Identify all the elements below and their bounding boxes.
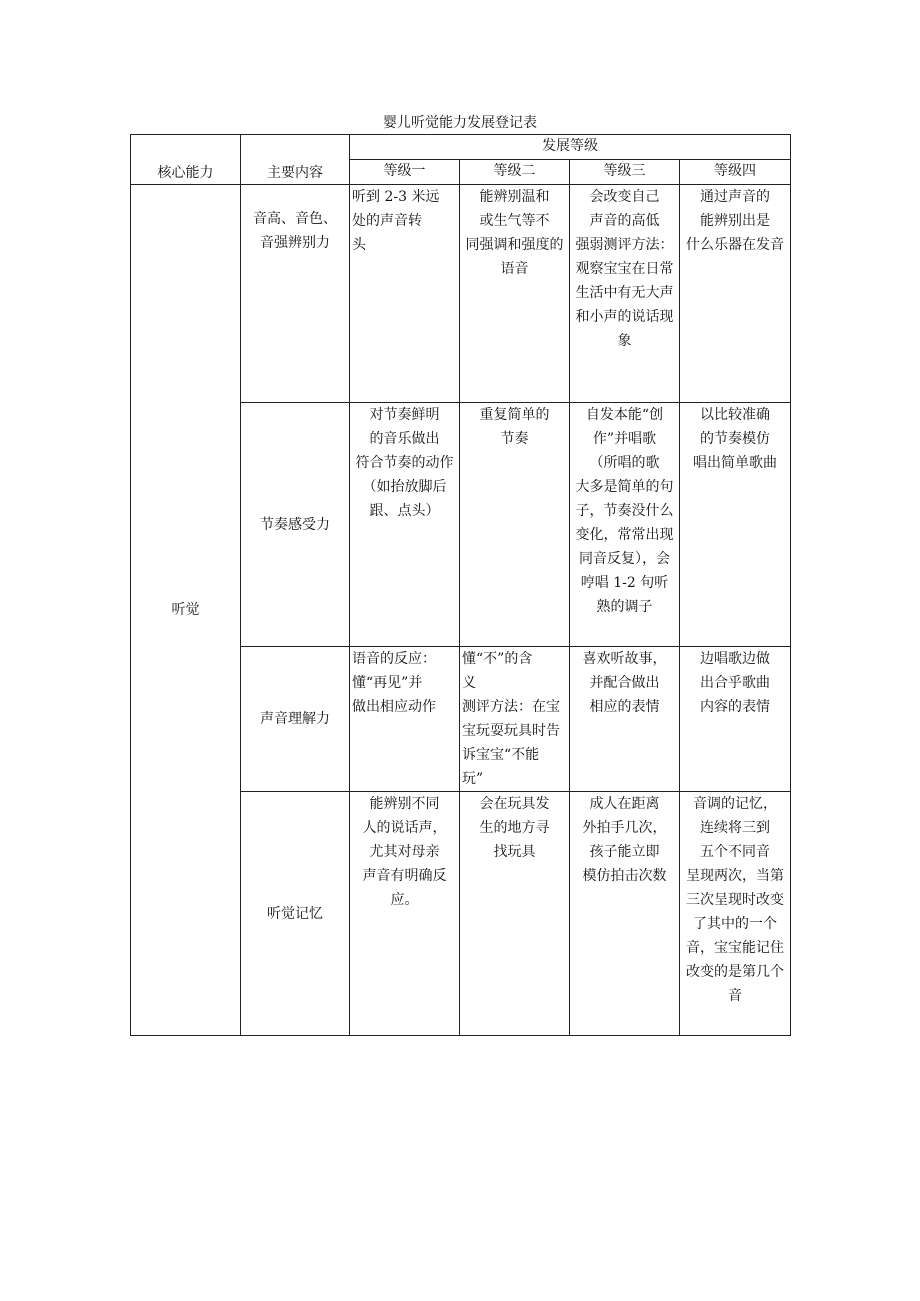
level-cell: 语音的反应： 懂“再见”并 做出相应动作: [350, 647, 460, 792]
content-cell-understanding: 声音理解力: [241, 647, 350, 792]
level-cell: 会改变自己 声音的高低 强弱测评方法： 观察宝宝在日常 生活中有无大声 和小声的说话现 象: [570, 185, 680, 403]
header-level-4: 等级四: [680, 160, 791, 185]
level-cell: 听到 2-3 米远 处的声音转 头: [350, 185, 460, 403]
header-level-1: 等级一: [350, 160, 460, 185]
level-cell: 以比较准确 的节奏模仿 唱出简单歌曲: [680, 403, 791, 647]
header-development-level: 发展等级: [350, 135, 791, 160]
level-cell: 会在玩具发 生的地方寻 找玩具: [460, 792, 570, 1036]
content-cell-pitch: 音高、音色、 音强辨别力: [241, 185, 350, 403]
level-cell: 喜欢听故事， 并配合做出 相应的表情: [570, 647, 680, 792]
header-main-content: 主要内容: [241, 135, 350, 185]
content-cell-memory: 听觉记忆: [241, 792, 350, 1036]
level-cell: 通过声音的 能辨别出是 什么乐器在发音: [680, 185, 791, 403]
level-cell: 自发本能“创 作”并唱歌 （所唱的歌 大多是简单的句 子，节奏没什么 变化，常常出现 同音反复），会 哼唱 1-2 句听 熟的调子: [570, 403, 680, 647]
level-cell: 重复简单的 节奏: [460, 403, 570, 647]
table-row: [131, 185, 791, 403]
header-core-ability: 核心能力: [131, 135, 241, 185]
level-cell: 边唱歌边做 出合乎歌曲 内容的表情: [680, 647, 791, 792]
level-cell: 成人在距离 外拍手几次， 孩子能立即 模仿拍击次数: [570, 792, 680, 1036]
hearing-development-table: [130, 134, 791, 1036]
level-cell: 懂“不”的含 义 测评方法：在宝 宝玩耍玩具时告 诉宝宝“不能 玩”: [460, 647, 570, 792]
level-cell: 能辨别不同 人的说话声， 尤其对母亲 声音有明确反 应。: [350, 792, 460, 1036]
content-cell-rhythm: 节奏感受力: [241, 403, 350, 647]
level-cell: 能辨别温和 或生气等不 同强调和强度的 语音: [460, 185, 570, 403]
header-level-2: 等级二: [460, 160, 570, 185]
page-title: 婴儿听觉能力发展登记表: [383, 115, 537, 131]
level-cell: 对节奏鲜明 的音乐做出 符合节奏的动作 （如抬放脚后 跟、点头）: [350, 403, 460, 647]
header-level-3: 等级三: [570, 160, 680, 185]
core-ability-cell: 听觉: [131, 185, 241, 1036]
level-cell: 音调的记忆， 连续将三到 五个不同音 呈现两次，当第 三次呈现时改变 了其中的一个 音，宝宝能记住 改变的是第几个 音: [680, 792, 791, 1036]
